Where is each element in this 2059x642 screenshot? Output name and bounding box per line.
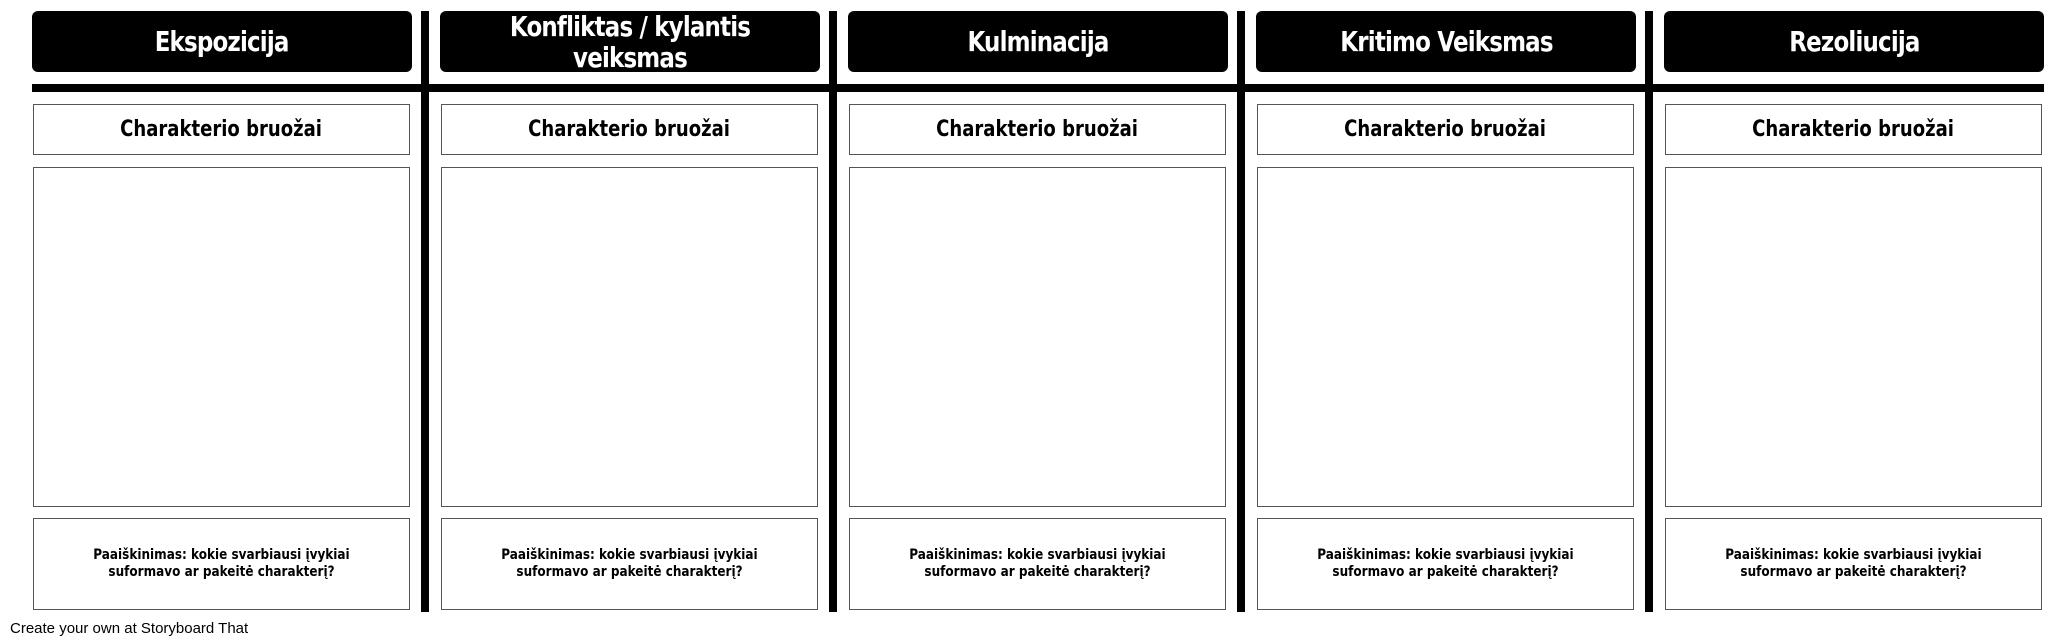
column-title: Kritimo Veiksmas [1256,11,1636,72]
column-ekspozicija [32,0,412,642]
explanation-cell[interactable]: Paaiškinimas: kokie svarbiausi įvykiai suformavo ar pakeitė charakterį? [1665,518,2042,610]
column-title: Kulminacija [848,11,1228,72]
column-divider-3 [1237,11,1245,612]
footer-credit: Create your own at Storyboard That [10,620,249,637]
column-divider-2 [829,11,837,612]
column-konfliktas [440,0,820,642]
trait-label-cell[interactable]: Charakterio bruožai [1257,104,1634,155]
explanation-cell[interactable]: Paaiškinimas: kokie svarbiausi įvykiai suformavo ar pakeitė charakterį? [33,518,410,610]
illustration-cell[interactable] [1257,167,1634,507]
explanation-cell[interactable]: Paaiškinimas: kokie svarbiausi įvykiai suformavo ar pakeitė charakterį? [441,518,818,610]
column-title: Rezoliucija [1664,11,2044,72]
trait-label-cell[interactable]: Charakterio bruožai [33,104,410,155]
trait-label-cell[interactable]: Charakterio bruožai [441,104,818,155]
column-rezoliucija [1664,0,2044,642]
column-divider-4 [1645,11,1653,612]
trait-label-cell[interactable]: Charakterio bruožai [849,104,1226,155]
illustration-cell[interactable] [849,167,1226,507]
illustration-cell[interactable] [1665,167,2042,507]
explanation-cell[interactable]: Paaiškinimas: kokie svarbiausi įvykiai suformavo ar pakeitė charakterį? [849,518,1226,610]
column-title: Ekspozicija [32,11,412,72]
column-divider-1 [421,11,429,612]
column-kritimo-veiksmas [1256,0,1636,642]
illustration-cell[interactable] [33,167,410,507]
explanation-cell[interactable]: Paaiškinimas: kokie svarbiausi įvykiai suformavo ar pakeitė charakterį? [1257,518,1634,610]
column-kulminacija [848,0,1228,642]
column-title: Konfliktas / kylantis veiksmas [440,11,820,72]
trait-label-cell[interactable]: Charakterio bruožai [1665,104,2042,155]
illustration-cell[interactable] [441,167,818,507]
